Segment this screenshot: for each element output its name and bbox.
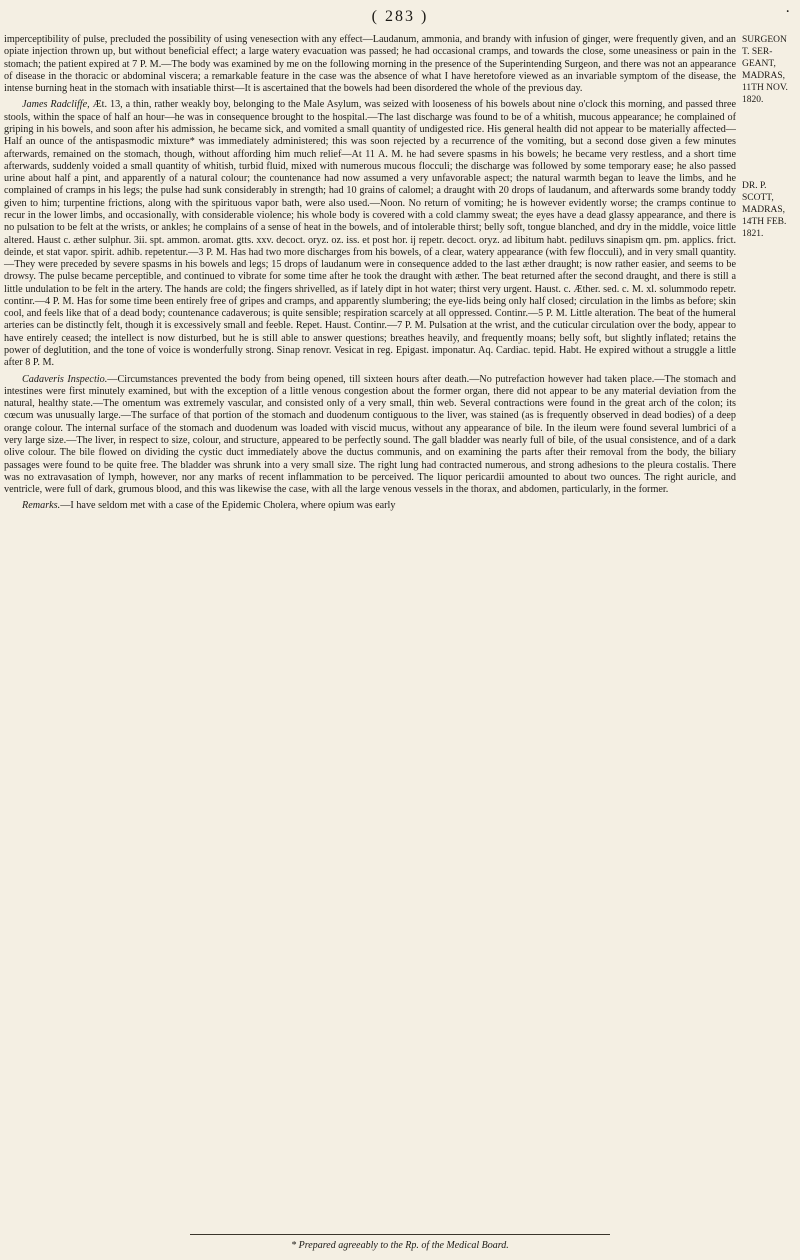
footnote-rule	[190, 1234, 610, 1235]
page-number: ( 283 )	[371, 8, 429, 25]
case-radcliffe-paragraph	[4, 99, 736, 369]
margin-line: 1821.	[742, 229, 764, 239]
body-text	[4, 34, 736, 517]
inspectio-heading: Cadaveris Inspectio.	[22, 373, 108, 385]
footnote: * Prepared agreeably to the Rp. of the Medical Board.	[291, 1240, 509, 1251]
remarks-heading: Remarks.	[22, 500, 61, 512]
margin-line: 11TH NOV.	[742, 83, 788, 93]
margin-line: GEANT,	[742, 59, 776, 69]
margin-note-surgeon	[742, 34, 800, 106]
cadaveris-inspectio-paragraph	[4, 374, 736, 497]
remarks-text: —I have seldom met with a case of the Epidemic Cholera, where opium was early	[60, 500, 396, 512]
remarks-paragraph	[4, 500, 736, 512]
margin-line: 14TH FEB.	[742, 217, 787, 227]
margin-note-scott	[742, 180, 800, 240]
inspectio-text: —Circumstances prevented the body from being opened, till sixteen hours after death.—No putrefaction however had taken place.—The stomach and intestines were first minutely examined, but with the exception of a little venous congestion about the former organ, there did not appear to be any material deviation from the natural, healthy state.—The omentum was extremely vascular, and consisted only of a very small, thin web. Several contractions were found in the great arch of the colon; its cœcum was unusually large.—The surface of that portion of the stomach and duodenum contiguous to the liver, was stained (as is frequently observed in dead bodies) of a deep orange colour. The internal surface of the stomach and duodenum was loaded with viscid mucus, without any appearance of bile. In the ileum were found several lumbrici of a very large size.—The liver, in respect to size, colour, and structure, appeared to be perfectly sound. The gall bladder was nearly full of bile, of the usual consistence, and of a dark olive colour. The bile flowed on dividing the cystic duct immediately above the ductus communis, and on examining the parts after their removal from the body, the biliary passages were found to be quite free. The bladder was shrunk into a very small size. The right lung had contracted numerous, and strong adhesions to the pleura costalis. There was no extravasation of lymph, however, nor any marks of recent inflammation to be perceived. The liquor pericardii amounted to about two ounces. The right auricle, and ventricle, were full of dark, grumous blood, and this was likewise the case, with all the large venous vessels in the thorax, and abdomen, particularly, in the former.	[4, 373, 736, 496]
margin-line: MADRAS,	[742, 205, 786, 215]
margin-line: DR. P.	[742, 181, 767, 191]
margin-line: 1820.	[742, 95, 764, 105]
corner-mark: ·	[785, 4, 790, 20]
margin-line: T. SER-	[742, 47, 773, 57]
margin-line: SCOTT,	[742, 193, 774, 203]
paragraph-continuation: imperceptibility of pulse, precluded the possibility of using venesection with any effect—Laudanum, ammonia, and brandy with infusion of ginger, were frequently given, and an opiate injection thrown up, but without beneficial effect; a large watery evacuation was passed; he had occasional cramps, and towards the close, some uneasiness or pain in the stomach; the patient expired at 7 P. M.—The body was examined by me on the following morning in the presence of the Superintending Surgeon, and there was not an appearance of disease in the thoracic or abdominal viscera; a remarkable feature in the case was the absence of what I have heretofore viewed as an invariable symptom of the disease, the intense burning heat in the stomach with insatiable thirst—It is ascertained that the bowels had been disordered the whole of the previous day.	[4, 34, 736, 95]
patient-name: James Radcliffe,	[22, 99, 90, 111]
case-radcliffe-text: Æt. 13, a thin, rather weakly boy, belonging to the Male Asylum, was seized with looseness of his bowels about nine o'clock this morning, and passed three stools, within the space of half an hour—he was in consequence brought to the hospital.—The last discharge was found to be of a whitish, mucous appearance; he complained of griping in his bowels, and soon after his admission, he became sick, and vomited a small quantity of undigested rice. His general health did not appear to be materially affected—Half an ounce of the antispasmodic mixture* was immediately administered; this was soon rejected by a recurrence of the vomiting, but a second dose given a few minutes afterwards, remained on the stomach, though, without affording him much relief—At 11 A. M. he had severe spasms in his bowels; he became very restless, and a short time afterwards, suddenly voided a small quantity of whitish, turbid fluid, mixed with numerous mucous flocculi; the discharge was followed by some temporary ease; he also passed urine about half a pint, and apparently of a natural colour; the countenance had now assumed a very unfavorable aspect; the natural warmth began to leave the limbs, and he complained of cramps in his legs; the pulse had sunk considerably in strength; had 10 grains of calomel; a draught with 20 drops of laudanum, and afterwards some brandy toddy given to him; turpentine frictions, along with the spirituous vapor bath, were also used.—Noon. No return of vomiting; he is however evidently worse; the cramps continue to recur in the lower limbs, and occasionally, with considerable violence; his whole body is covered with a cold clammy sweat; the eyes have a dead glassy appearance, and there is no pulsation to be felt at the wrists, or ankles; he complains of a sense of heat in the bowels, and of intolerable thirst; belly soft, tongue blanched, and dry in the middle, voice little altered. Haust c. æther sulphur. 3ii. spt. ammon. aromat. gtts. xxv. decoct. oryz. oz. iss. et post hor. ij repetr. decoct. oryz. ad libitum habt. pediluvs sinapism qm. pm. applics. frict. deinde, et stat vapor. spirit. adhib. repetentur.—3 P. M. Has had two more discharges from his bowels, of a clear, watery appearance (with few flocculi), and in very small quantity.—They were preceded by severe spasms in his bowels and legs; 15 drops of laudanum were in consequence added to the last æther draught; is now rather easier, and seems to be drowsy. The pulse became perceptible, and continued to vibrate for some time after he took the draught with æther. The beat returned after the second draught, and there is still a little undulation to be felt in the artery. The hands are cold; the fingers shrivelled, as if lately dipt in hot water; thirst very urgent. Haust. c. Æther. sed. c. M. xl. solummodo repetr. continr.—4 P. M. Has for some time been entirely free of gripes and cramps, and apparently slumbering; the eye-lids being only half closed; circulation in the limbs as before; skin cool, and feels like that of a dead body; countenance cadaverous; is quite sensible; respiration scarcely at all oppressed. Continr.—5 P. M. Little alteration. The beat of the humeral arteries can be distinctly felt, though it is excessively small and feeble. Repet. Haust. Continr.—7 P. M. Pulsation at the wrist, and the cuticular circulation over the body, appear to have entirely ceased; the intellect is now disturbed, but he is still able to answer questions; breathes heavily, and frequently moans; belly soft, but slightly inflated; retains the power of deglutition, and the tone of voice is wonderfully strong. Sinap renovr. Vesicat in reg. Epigast. imponatur. Aq. Cardiac. tepid. Habt. He expired without a struggle a little after 8 P. M.	[4, 99, 737, 369]
margin-line: SURGEON	[742, 35, 787, 45]
margin-line: MADRAS,	[742, 71, 786, 81]
